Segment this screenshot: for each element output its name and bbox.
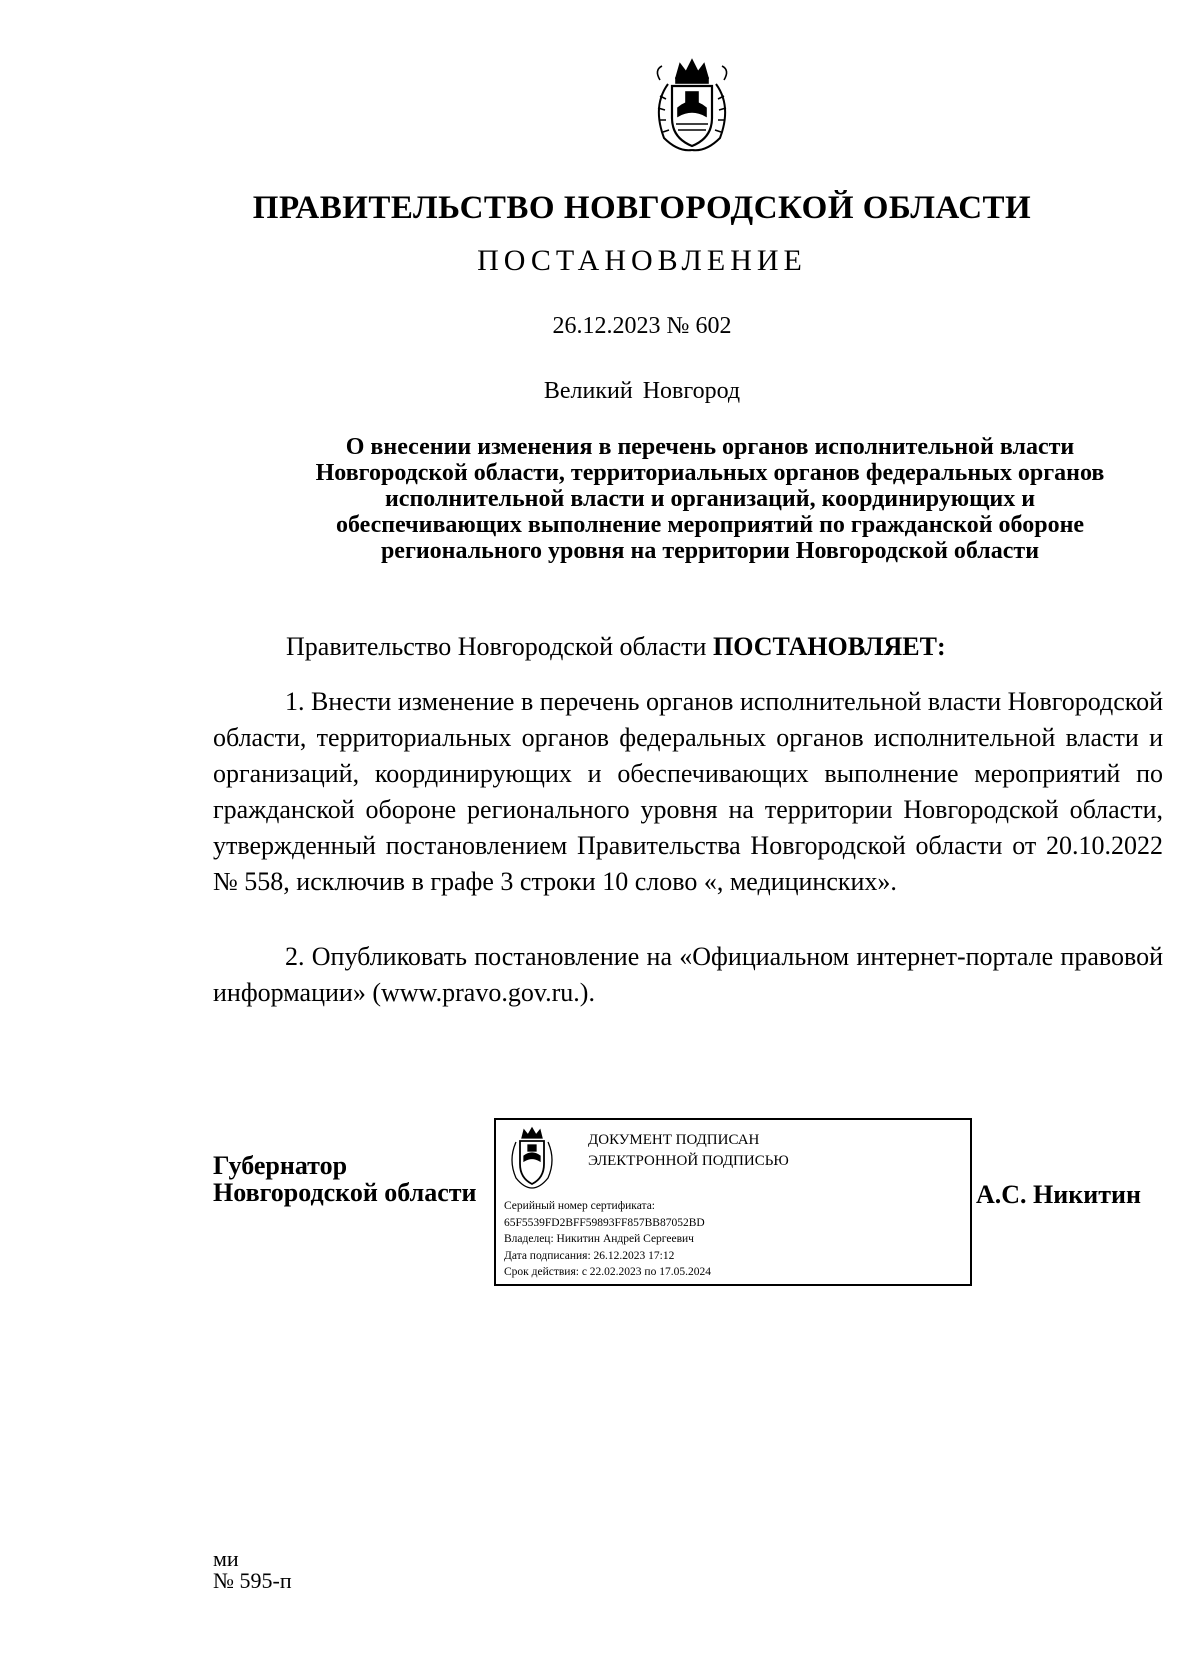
- preamble-text: Правительство Новгородской области: [286, 632, 713, 661]
- document-type: ПОСТАНОВЛЕНИЕ: [477, 244, 807, 277]
- title-line: О внесении изменения в перечень органов исполнительной власти: [345, 434, 1075, 460]
- stamp-heading-line-1: ДОКУМЕНТ ПОДПИСАН: [588, 1132, 760, 1148]
- title-line: регионального уровня на территории Новгородской области: [380, 538, 1040, 564]
- electronic-signature-stamp: [494, 1118, 972, 1286]
- stamp-details: [504, 1198, 711, 1281]
- stamp-signed-date: Дата подписания: 26.12.2023 17:12: [504, 1249, 675, 1262]
- signatory-name: А.С. Никитин: [976, 1180, 1141, 1209]
- footer-line-1: ми: [213, 1546, 239, 1571]
- position-line-2: Новгородской области: [213, 1178, 477, 1207]
- signatory-position: [213, 1152, 477, 1206]
- title-line: Новгородской области, территориальных органов федеральных органов: [315, 460, 1105, 486]
- document-footer-code: [213, 1548, 292, 1592]
- paragraph-text: 1. Внести изменение в перечень органов исполнительной власти Новгородской области, территориальных органов федеральных органов исполнительной власти и организаций, координирующих и обеспечивающих выполнение мероприятий по гражданской обороне регионального уровня на территории Новгородской области, утвержденный постановлением Правительства Новгородской области от 20.10.2022 № 558, исключив в графе 3 строки 10 слово «, медицинских».: [213, 687, 1163, 896]
- preamble-bold: ПОСТАНОВЛЯЕТ:: [712, 632, 946, 661]
- stamp-heading: [576, 1130, 789, 1172]
- stamp-owner: Владелец: Никитин Андрей Сергеевич: [504, 1233, 694, 1245]
- organization-title: ПРАВИТЕЛЬСТВО НОВГОРОДСКОЙ ОБЛАСТИ: [252, 190, 1032, 226]
- coat-of-arms-icon: [506, 1126, 558, 1192]
- paragraph-text: 2. Опубликовать постановление на «Официальном интернет-портале правовой информации» (www.pravo.gov.ru.).: [213, 942, 1163, 1007]
- coat-of-arms-icon: [640, 56, 744, 156]
- document-date-number: 26.12.2023 № 602: [552, 313, 732, 339]
- stamp-cert-number: 65F5539FD2BFF59893FF857BB87052BD: [504, 1216, 705, 1229]
- document-city: Великий Новгород: [543, 378, 741, 404]
- footer-line-2: № 595-п: [213, 1568, 292, 1593]
- stamp-heading-line-2: ЭЛЕКТРОННОЙ ПОДПИСЬЮ: [588, 1153, 789, 1169]
- decree-preamble: [286, 632, 946, 662]
- paragraph-1: [213, 684, 1163, 900]
- title-line: исполнительной власти и организаций, координирующих и: [384, 486, 1036, 512]
- stamp-validity: Срок действия: с 22.02.2023 по 17.05.2024: [504, 1266, 711, 1278]
- document-title: [190, 434, 1190, 564]
- paragraph-2: [213, 939, 1163, 1011]
- position-line-1: Губернатор: [213, 1151, 348, 1180]
- stamp-cert-label: Серийный номер сертификата:: [504, 1200, 655, 1212]
- title-line: обеспечивающих выполнение мероприятий по гражданской обороне: [335, 512, 1085, 538]
